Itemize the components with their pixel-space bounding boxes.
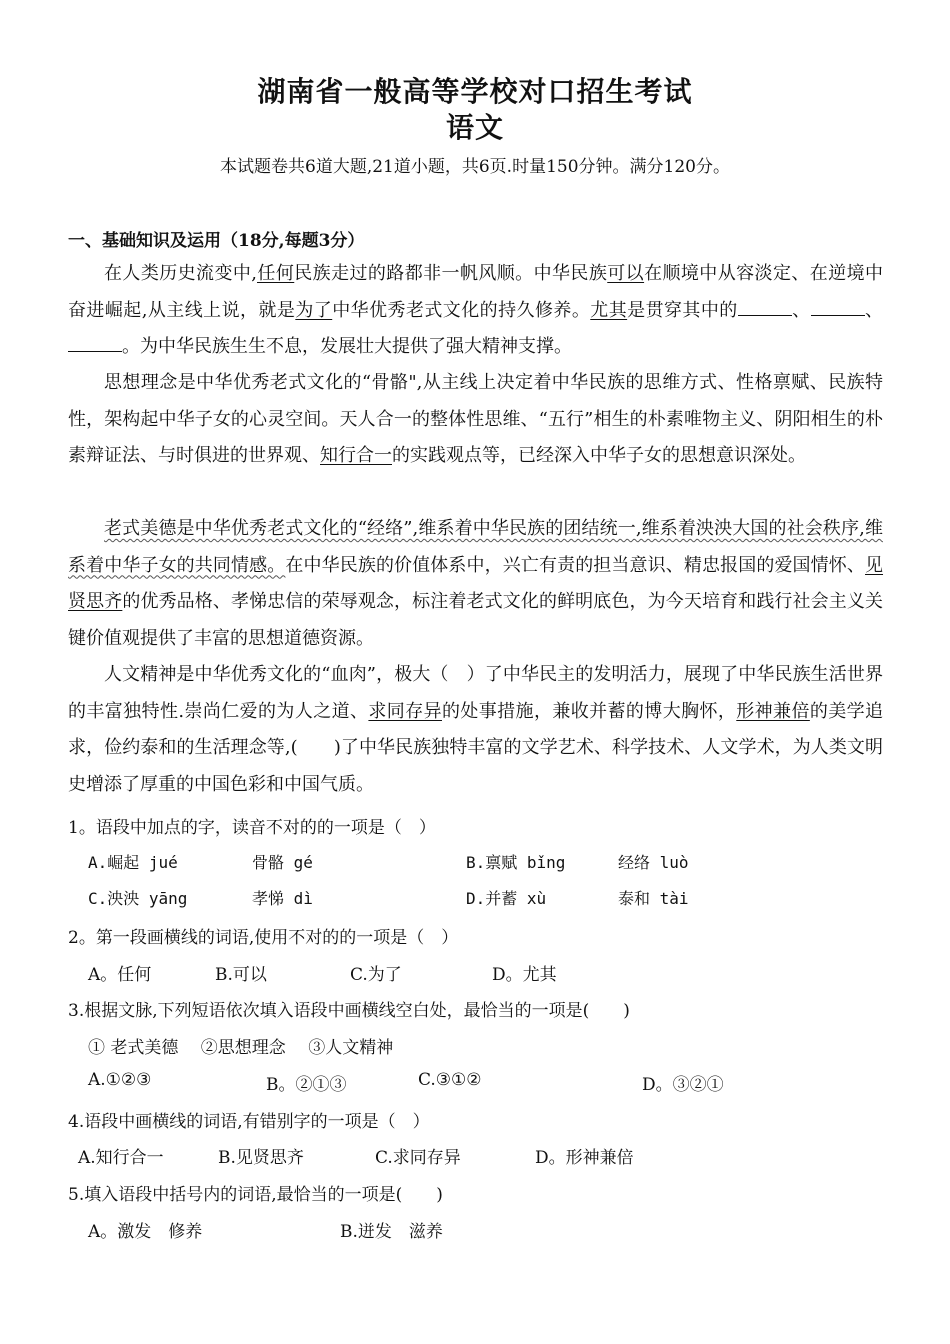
question-2-option-b: B.可以: [215, 965, 267, 985]
passage-paragraph-3: 老式美德是中华优秀老式文化的“经络”,维系着中华民族的团结统一,维系着泱泱大国的社会秩序,维系着中华子女的共同情感。在中华民族的价值体系中，兴亡有责的担当意识、精忠报国的爱国情怀、见贤思齐的优秀品格、孝悌忠信的荣辱观念，标注着老式文化的鲜明底色，为今天培育和践行社会主义关键价值观提供了丰富的思想道德资源。: [68, 518, 884, 649]
question-5-stem: 5.填入语段中括号内的词语,最恰当的一项是( ): [68, 1185, 443, 1205]
fill-blank: [68, 337, 122, 352]
exam-subject: 语文: [445, 111, 504, 144]
question-4-option-a: A.知行合一: [78, 1148, 164, 1168]
question-2-option-c: C.为了: [350, 965, 402, 985]
question-1-stem: 1。语段中加点的字，读音不对的的一项是（ ）: [68, 818, 436, 838]
question-5-option-b: B.迸发 滋养: [340, 1222, 443, 1242]
exam-title: 湖南省一般高等学校对口招生考试: [257, 75, 693, 108]
passage-paragraph-4: 人文精神是中华优秀文化的“血肉”，极大（ ）了中华民主的发明活力，展现了中华民族生活世界的丰富独特性.崇尚仁爱的为人之道、求同存异的处事措施，兼收并蓄的博大胸怀，形神兼倍的美学追求，俭约泰和的生活理念等,( )了中华民族独特丰富的文学艺术、科学技术、人文学术，为人类文明史增添了厚重的中国色彩和中国气质。: [68, 664, 884, 795]
section-heading: 一、基础知识及运用（18分,每题3分）: [68, 231, 365, 251]
question-5-option-a: A。激发 修养: [88, 1222, 203, 1242]
exam-meta: 本试题卷共6道大题,21道小题，共6页.时量150分钟。满分120分。: [220, 157, 730, 177]
underlined-word: 为了: [295, 299, 333, 321]
question-2-stem: 2。第一段画横线的词语,使用不对的的一项是（ ）: [68, 928, 459, 948]
question-3-option-b: B。②①③: [266, 1075, 347, 1095]
question-2-option-d: D。尤其: [492, 965, 557, 985]
underlined-word: 求同存异: [368, 700, 442, 722]
passage-paragraph-2: 思想理念是中华优秀老式文化的“骨骼",从主线上决定着中华民族的思维方式、性格禀赋、民族特性，架构起中华子女的心灵空间。天人合一的整体性思维、“五行”相生的朴素唯物主义、阴阳相生的朴素辩证法、与时俱进的世界观、知行合一的实践观点等，已经深入中华子女的思想意识深处。: [68, 372, 883, 466]
question-1-option-d-2: 泰和 tài: [618, 889, 689, 908]
question-2-option-a: A。任何: [88, 965, 152, 985]
fill-blank: [738, 301, 792, 316]
wavy-underlined-sentence: 老式美德是中华优秀老式文化的“经络”,维系着中华民族的团结统一,维系着泱泱大国的社会秩序,维系着中华子女的共同情感。: [68, 518, 883, 576]
question-3-stem: 3.根据文脉,下列短语依次填入语段中画横线空白处，最恰当的一项是( ): [68, 1001, 630, 1021]
passage-paragraph-1: 在人类历史流变中,任何民族走过的路都非一帆风顺。中华民族可以在顺境中从容淡定、在逆境中奋进崛起,从主线上说，就是为了中华优秀老式文化的持久修养。尤其是贯穿其中的 、 、。为中华民族生生不息，发展壮大提供了强大精神支撑。: [68, 263, 884, 357]
question-1-option-a: A.崛起 jué: [88, 853, 178, 872]
question-4-option-c: C.求同存异: [375, 1148, 461, 1168]
question-4-option-d: D。形神兼倍: [535, 1148, 634, 1168]
question-4-option-b: B.见贤思齐: [218, 1148, 304, 1168]
question-1-option-c: C.泱泱 yāng: [88, 889, 188, 908]
fill-blank: [811, 301, 865, 316]
question-3-option-c: C.③①②: [418, 1070, 482, 1090]
question-3-option-a: A.①②③: [88, 1070, 152, 1090]
question-1-option-b-2: 经络 luò: [618, 853, 689, 872]
question-4-stem: 4.语段中画横线的词语,有错别字的一项是（ ）: [68, 1112, 430, 1132]
underlined-word: 知行合一: [320, 445, 392, 466]
underlined-word: 见贤思齐: [68, 554, 884, 612]
question-3-items: ① 老式美德 ②思想理念 ③人文精神: [88, 1038, 394, 1058]
question-1-option-b: B.禀赋 bǐng: [466, 853, 566, 872]
question-3-option-d: D。③②①: [642, 1075, 724, 1095]
underlined-word: 可以: [607, 263, 645, 284]
question-1-option-a-2: 骨骼 gé: [252, 853, 313, 872]
underlined-word: 尤其: [590, 299, 628, 321]
underlined-word: 形神兼倍: [736, 700, 810, 722]
question-1-option-c-2: 孝悌 dì: [252, 889, 313, 908]
underlined-word: 任何: [257, 263, 295, 284]
question-1-option-d: D.并蓄 xù: [466, 889, 547, 908]
